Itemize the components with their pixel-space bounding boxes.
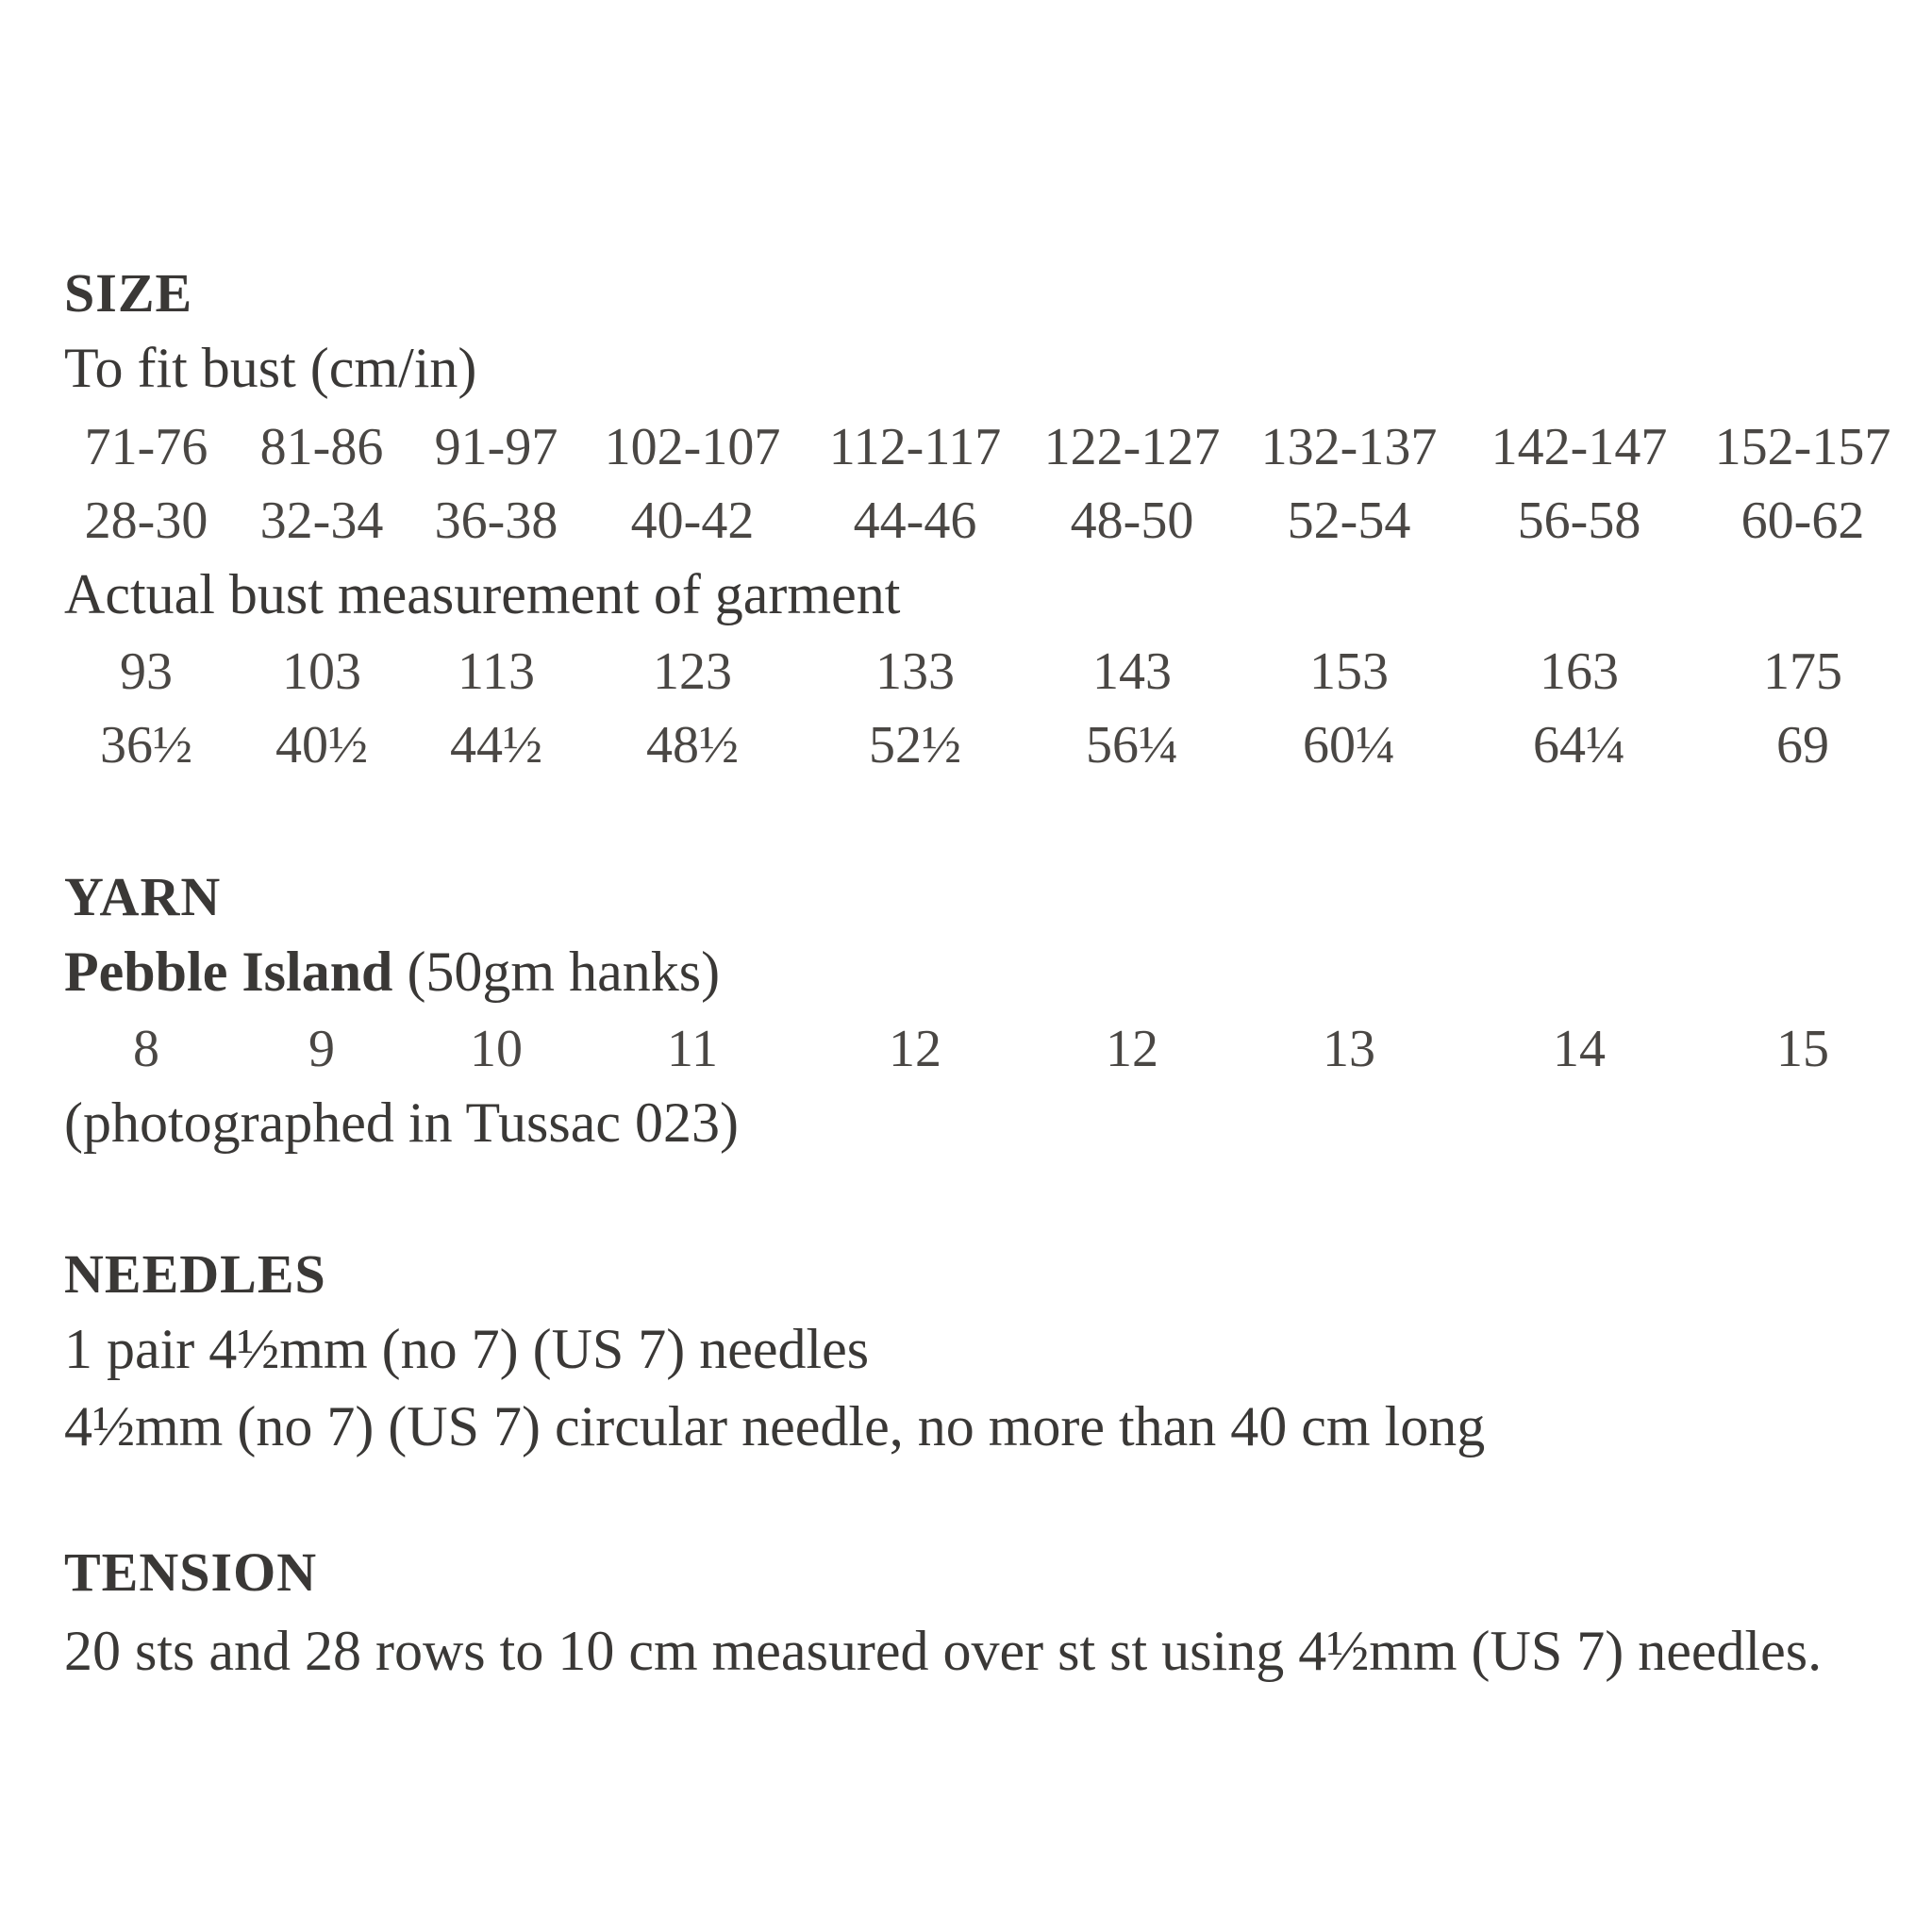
actual-cm-row-cell: 143 [1092,642,1172,701]
to-fit-cm-row-cell: 132-137 [1260,418,1438,476]
to-fit-cm-row-cell: 71-76 [84,418,208,476]
actual-cm-row-cell: 175 [1763,642,1842,701]
needles-line-1: 1 pair 4½mm (no 7) (US 7) needles [64,1318,870,1380]
actual-bust-label: Actual bust measurement of garment [64,563,901,625]
actual-cm-row-cell: 153 [1309,642,1389,701]
yarn-quantity-row-cell: 12 [1106,1020,1158,1078]
yarn-name: Pebble Island [64,941,393,1003]
tension-heading: TENSION [64,1541,318,1603]
yarn-quantity-row-cell: 13 [1323,1020,1375,1078]
yarn-hank-note: (50gm hanks) [407,941,721,1003]
actual-cm-row-cell: 163 [1540,642,1619,701]
actual-cm-row-cell: 133 [875,642,955,701]
needles-heading: NEEDLES [64,1243,326,1305]
actual-in-row-cell: 40½ [275,716,368,774]
actual-cm-row [64,642,1904,706]
actual-in-row-cell: 36½ [100,716,192,774]
actual-in-row [64,716,1904,779]
to-fit-in-row-cell: 28-30 [84,491,208,550]
yarn-quantity-row-cell: 8 [133,1020,159,1078]
yarn-heading: YARN [64,866,222,927]
actual-in-row-cell: 52½ [869,716,961,774]
to-fit-cm-row-cell: 152-157 [1714,418,1891,476]
yarn-quantity-row-cell: 14 [1553,1020,1606,1078]
to-fit-in-row-cell: 60-62 [1740,491,1865,550]
to-fit-cm-row-cell: 122-127 [1043,418,1221,476]
pattern-spec-page [64,0,1904,1932]
actual-cm-row-cell: 123 [653,642,732,701]
to-fit-in-row [64,491,1904,555]
to-fit-in-row-cell: 36-38 [434,491,558,550]
to-fit-in-row-cell: 48-50 [1070,491,1194,550]
actual-in-row-cell: 56¼ [1086,716,1178,774]
needles-line-2: 4½mm (no 7) (US 7) circular needle, no more than 40 cm long [64,1395,1486,1457]
yarn-quantity-row [64,1020,1904,1083]
to-fit-in-row-cell: 44-46 [853,491,977,550]
actual-in-row-cell: 44½ [450,716,542,774]
to-fit-in-row-cell: 32-34 [259,491,384,550]
yarn-quantity-row-cell: 12 [889,1020,941,1078]
yarn-name-line [64,941,721,1003]
to-fit-in-row-cell: 52-54 [1287,491,1411,550]
to-fit-cm-row-cell: 112-117 [828,418,1002,476]
yarn-quantity-row-cell: 11 [667,1020,718,1078]
to-fit-cm-row-cell: 81-86 [259,418,384,476]
to-fit-cm-row-cell: 91-97 [434,418,558,476]
actual-in-row-cell: 69 [1776,716,1829,774]
to-fit-in-row-cell: 40-42 [630,491,755,550]
actual-cm-row-cell: 113 [458,642,535,701]
actual-in-row-cell: 48½ [646,716,739,774]
tension-text: 20 sts and 28 rows to 10 cm measured over st st using 4½mm (US 7) needles. [64,1620,1823,1682]
size-heading: SIZE [64,262,193,324]
actual-cm-row-cell: 93 [120,642,173,701]
yarn-quantity-row-cell: 10 [470,1020,523,1078]
yarn-quantity-row-cell: 15 [1776,1020,1829,1078]
actual-in-row-cell: 64¼ [1533,716,1625,774]
actual-in-row-cell: 60¼ [1303,716,1395,774]
to-fit-in-row-cell: 56-58 [1517,491,1641,550]
to-fit-cm-row [64,418,1904,481]
yarn-photo-note: (photographed in Tussac 023) [64,1091,739,1154]
actual-cm-row-cell: 103 [282,642,361,701]
to-fit-cm-row-cell: 142-147 [1491,418,1668,476]
to-fit-cm-row-cell: 102-107 [604,418,781,476]
yarn-quantity-row-cell: 9 [308,1020,335,1078]
to-fit-bust-label: To fit bust (cm/in) [64,337,477,399]
